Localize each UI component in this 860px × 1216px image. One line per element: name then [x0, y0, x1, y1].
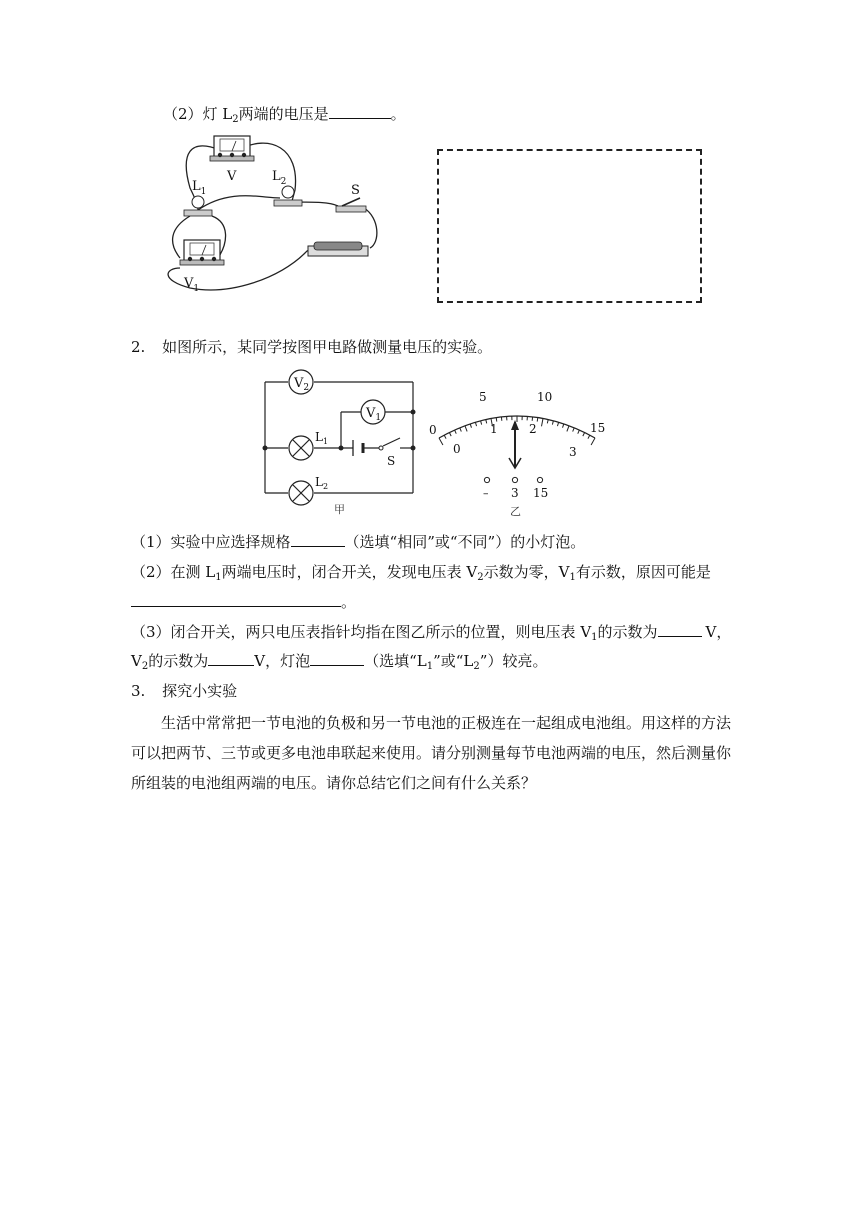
lamp-l1-symbol — [289, 436, 313, 460]
lamp-l2 — [274, 186, 302, 206]
q1-part2-suffix: 两端的电压是 — [238, 105, 329, 123]
q2-p3-line2 — [131, 651, 547, 671]
q2-p3-sub: 1 — [591, 632, 598, 643]
wire — [364, 208, 377, 248]
circuit-diagram-jia — [255, 366, 430, 516]
q2-p3-f: V，灯泡 — [254, 652, 311, 670]
label-s: S — [351, 183, 360, 198]
q3-body-line1: 生活中常常把一节电池的负极和另一节电池的正极连在一起组成电池组。用这样的方法 — [161, 714, 732, 732]
q2-p3-i: ”）较亮。 — [479, 652, 548, 670]
q2-p3-sub2: 2 — [141, 661, 149, 672]
voltmeter-dial-yi — [425, 386, 610, 518]
switch-s — [336, 198, 366, 212]
terminal-minus: – — [483, 487, 489, 500]
lamp-l1 — [184, 196, 212, 216]
answer-blank[interactable] — [131, 592, 341, 607]
dial-tick — [542, 418, 543, 426]
q3-title-line — [131, 681, 237, 701]
q2-p2-a: （2）在测 L — [131, 563, 216, 581]
voltmeter-v2-symbol — [289, 370, 313, 394]
q2-stem-line — [131, 337, 492, 357]
q2-p2-c: 示数为零，V — [483, 563, 570, 581]
voltmeter-v1-symbol — [361, 400, 385, 424]
q3-number: 3. — [131, 682, 146, 700]
physical-circuit-figure — [150, 128, 400, 300]
label-s-circuit: S — [387, 454, 396, 468]
battery-symbol — [353, 440, 363, 456]
q2-p3-b: 的示数为 — [597, 623, 658, 641]
q1-part2-end: 。 — [390, 105, 406, 123]
caption-jia: 甲 — [334, 503, 345, 516]
q2-p2-sub3: 1 — [569, 572, 576, 583]
dial-tick — [439, 438, 443, 445]
q2-number: 2. — [131, 338, 146, 356]
label-l2: $L_2$ — [272, 169, 287, 187]
q2-p2-end: 。 — [341, 593, 357, 611]
q2-p2-sub: 1 — [215, 572, 222, 583]
dial-tick — [591, 438, 595, 445]
switch-symbol — [379, 438, 400, 450]
inner-tick-0: 0 — [453, 442, 461, 456]
voltmeter-v-top — [210, 136, 254, 161]
dial-tick — [465, 426, 467, 432]
answer-blank[interactable] — [329, 104, 391, 119]
outer-tick-0: 0 — [429, 423, 437, 437]
q2-p3-sub4: 2 — [473, 661, 480, 672]
q2-p2-sub2: 2 — [477, 572, 484, 583]
svg-text:V1: $V_1$ — [366, 406, 382, 423]
q3-title: 探究小实验 — [162, 682, 238, 700]
q2-p3-h: ”或“L — [433, 652, 474, 670]
answer-blank[interactable] — [310, 651, 364, 666]
answer-blank[interactable] — [291, 532, 345, 547]
inner-tick-2: 2 — [529, 422, 537, 436]
lamp-l2-symbol — [289, 481, 313, 505]
label-l2-circuit: $L_2$ — [315, 475, 329, 491]
circuit-drawing-box[interactable] — [437, 149, 702, 303]
dial-tick — [567, 426, 569, 432]
q2-p3-line1 — [131, 622, 731, 642]
label-l1: $L_1$ — [192, 179, 207, 197]
label-v1: $V_1$ — [184, 276, 200, 294]
q1-part2-line — [163, 104, 406, 124]
label-v: V — [227, 169, 237, 184]
inner-tick-3: 3 — [569, 445, 577, 459]
battery-holder — [308, 242, 368, 256]
answer-blank[interactable] — [208, 651, 254, 666]
outer-tick-15: 15 — [590, 421, 606, 435]
q2-p3-d: V — [131, 652, 142, 670]
outer-tick-10: 10 — [537, 390, 553, 404]
q1-part2-sub: 2 — [232, 114, 239, 125]
q2-p1-line — [131, 532, 585, 552]
label-l1-circuit: $L_1$ — [315, 430, 329, 446]
terminal-3: 3 — [511, 486, 519, 500]
inner-tick-1: 1 — [490, 422, 498, 436]
q2-stem: 如图所示，某同学按图甲电路做测量电压的实验。 — [162, 338, 493, 356]
q1-part2-prefix: （2）灯 L — [163, 105, 233, 123]
terminal-15: 15 — [533, 486, 549, 500]
answer-blank[interactable] — [658, 622, 702, 637]
svg-text:V2: $V_2$ — [294, 376, 310, 393]
wire — [198, 196, 280, 210]
q2-p3-c: V， — [705, 623, 732, 641]
caption-yi: 乙 — [510, 505, 521, 518]
voltmeter-v1 — [180, 240, 224, 265]
q2-p2-d: 有示数，原因可能是 — [575, 563, 711, 581]
q2-p3-g: （选填“L — [364, 652, 427, 670]
q2-p1-a: （1）实验中应选择规格 — [131, 533, 291, 551]
q2-p2-line — [131, 562, 711, 582]
outer-tick-5: 5 — [479, 390, 487, 404]
q2-p2-answer-line — [131, 592, 356, 612]
q2-p3-a: （3）闭合开关，两只电压表指针均指在图乙所示的位置，则电压表 V — [131, 623, 592, 641]
q2-p1-b: （选填“相同”或“不同”）的小灯泡。 — [344, 533, 586, 551]
q2-p3-sub3: 1 — [426, 661, 434, 672]
q2-p3-e: 的示数为 — [148, 652, 209, 670]
q2-p2-b: 两端电压时，闭合开关，发现电压表 V — [221, 563, 478, 581]
needle-pointer — [509, 420, 521, 468]
q3-body-line2: 可以把两节、三节或更多电池串联起来使用。请分别测量每节电池两端的电压，然后测量你 — [131, 744, 732, 762]
q3-body-line3: 所组装的电池组两端的电压。请你总结它们之间有什么关系？ — [131, 774, 537, 792]
